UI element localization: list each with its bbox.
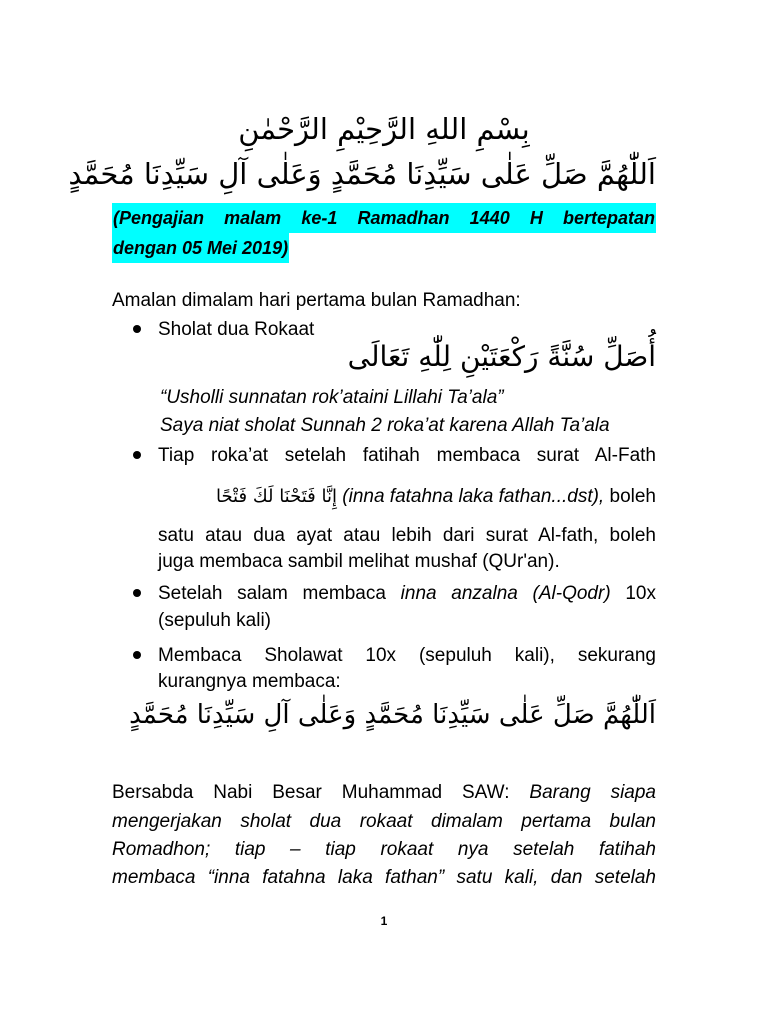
list-item-4-line-1: Membaca Sholawat 10x (sepuluh kali), sekurang [158, 645, 656, 666]
salawat-arabic-repeat: اَللّٰهُمَّ صَلِّ عَلٰى سَيِّدِنَا مُحَمَّدٍ وَعَلٰى آلِ سَيِّدِنَا مُحَمَّدٍ [129, 700, 656, 730]
niat-arabic: أُصَلِّ سُنَّةً رَكْعَتَيْنِ لِلّٰهِ تَعَالَى [347, 340, 656, 373]
hadith-intro: Bersabda Nabi Besar Muhammad SAW: [112, 782, 510, 803]
list-item-3-prefix: Setelah salam membaca [158, 583, 386, 604]
list-item-3-line-1 [158, 580, 656, 608]
list-item-2-line-1: Tiap roka’at setelah fatihah membaca surat Al-Fath [158, 445, 656, 466]
salawat-heading: اَللّٰهُمَّ صَلِّ عَلٰى سَيِّدِنَا مُحَمَّدٍ وَعَلٰى آلِ سَيِّدِنَا مُحَمَّدٍ [68, 157, 656, 191]
highlighted-session-note [112, 203, 656, 263]
inna-fatahna-transliteration: (inna fatahna laka fathan...dst), [342, 486, 605, 507]
list-item-2-line-2 [158, 483, 656, 511]
bullet-icon [133, 451, 141, 459]
list-item-1-label: Sholat dua Rokaat [158, 319, 315, 340]
hadith-line-1 [112, 779, 656, 807]
list-item-2-line-3: satu atau dua ayat atau lebih dari surat Al-fath, boleh [158, 525, 656, 546]
bullet-icon [133, 589, 141, 597]
hadith-line-4: membaca “inna fatahna laka fathan” satu kali, dan setelah [112, 867, 656, 888]
hadith-quote-start: Barang siapa [529, 782, 656, 803]
list-item-2-line-4: juga membaca sambil melihat mushaf (QUr'an). [158, 551, 560, 572]
page-number: 1 [380, 914, 388, 928]
hadith-line-3: Romadhon; tiap – tiap rokaat nya setelah fatihah [112, 839, 656, 860]
list-item-3-surah: inna anzalna (Al-Qodr) [400, 583, 611, 604]
list-item-3-line-2: (sepuluh kali) [158, 610, 271, 631]
intro-text: Amalan dimalam hari pertama bulan Ramadhan: [112, 290, 521, 311]
highlight-line-1: (Pengajian malam ke-1 Ramadhan 1440 H bertepatan [112, 203, 656, 233]
highlight-line-2: dengan 05 Mei 2019) [112, 233, 289, 263]
inna-fatahna-arabic: إِنَّا فَتَحْنَا لَكَ فَتْحًا [215, 486, 337, 507]
hadith-line-2: mengerjakan sholat dua rokaat dimalam pertama bulan [112, 811, 656, 832]
basmalah-heading: بِسْمِ اللهِ الرَّحِيْمِ الرَّحْمٰنِ [238, 112, 530, 146]
list-item-2-tail: boleh [609, 486, 656, 507]
niat-transliteration: “Usholli sunnatan rok’ataini Lillahi Ta’ala” [160, 387, 504, 408]
list-item-4-line-2: kurangnya membaca: [158, 671, 341, 692]
list-item-3-suffix: 10x [625, 583, 656, 604]
bullet-icon [133, 325, 141, 333]
niat-translation: Saya niat sholat Sunnah 2 roka’at karena Allah Ta’ala [160, 415, 610, 436]
bullet-icon [133, 651, 141, 659]
